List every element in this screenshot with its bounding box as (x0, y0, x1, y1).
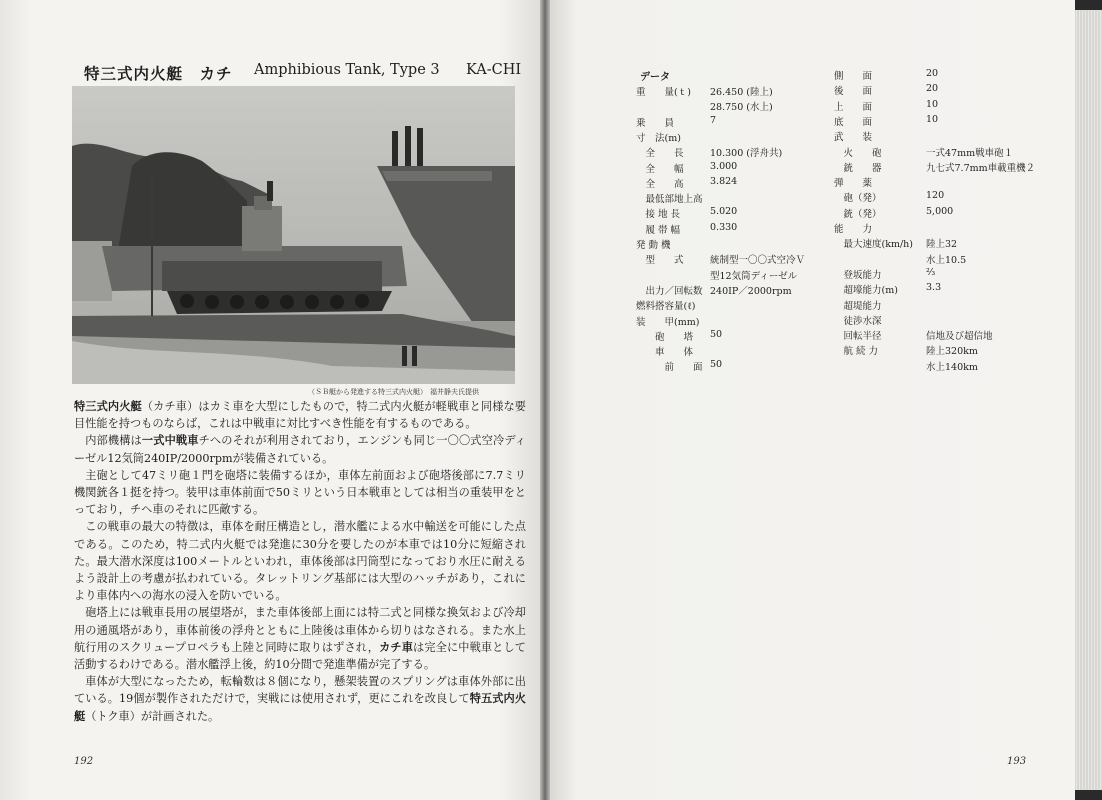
spec-label: 装 甲(mm) (636, 316, 700, 328)
spec-label: 登坂能力 (834, 269, 882, 281)
paragraph-text: この戦車の最大の特徴は，車体を耐圧構造とし，潜水艦による水中輸送を可能にした点である。このため，特二式内火艇では発進に30分を要したのが本車では10分に短縮された。最大潜水深度は100メートルといわれ，車体後部は円筒型になっており水圧に耐えるよう設計上の考慮が払われている。タレットリング基部には大型のハッチがあり，これにより車体内への海水の浸入を防いでいる。 (74, 520, 526, 603)
spec-label: 発 動 機 (636, 240, 671, 251)
spec-value: 3.824 (710, 175, 738, 187)
spec-value: 統制型一〇〇式空冷Ｖ (710, 255, 806, 267)
spec-label: 回転半径 (834, 331, 882, 343)
bold-term: カチ車 (379, 639, 414, 654)
photo-caption: （ＳＢ艇から発進する特三式内火艇） (308, 388, 427, 396)
spec-value: 10 (926, 113, 939, 125)
spec-label: 超壕能力(m) (834, 285, 898, 297)
spec-value: 九七式7.7mm車載重機２ (926, 162, 1036, 174)
paragraph-text: （カチ車）はカミ車を大型にしたもので，特二式内火艇が軽戦車と同様な要目性能を持つものならば，これは中戦車に対比すべき性能を有するものである。 (74, 400, 526, 431)
spec-label: 側 面 (834, 71, 873, 82)
title-english: Amphibious Tank, Type 3 (254, 62, 440, 78)
spec-value: 50 (710, 359, 723, 371)
paragraph-text: 内部機構は (85, 434, 142, 448)
paragraph (74, 398, 526, 432)
spec-label: 銃（発） (834, 208, 882, 220)
page-number-left: 192 (74, 756, 94, 767)
paragraph (74, 467, 526, 519)
spec-value: 5.020 (710, 206, 738, 218)
title-code: KA-CHI (466, 62, 522, 78)
spec-label: 重 量(ｔ) (636, 87, 691, 98)
spec-label: 乗 員 (636, 117, 675, 129)
spec-value: 一式47mm戦車砲１ (926, 147, 1014, 159)
spec-label: 銃 器 (834, 162, 882, 174)
spec-label: 全 長 (636, 148, 684, 160)
spec-value: 型12気筒ディーゼル (710, 270, 798, 282)
tank-photo-image (72, 86, 515, 384)
paragraph-text: 砲塔上には戦車長用の展望塔が，また車体後部上面には特二式と同様な換気および冷却用の通風塔があり，車体前後の浮舟とともに上陸後は車体から切りはなされる。また水上航行用のスクリュープロペラも上陸と同時に取りはずされ， (74, 606, 526, 654)
spec-value: 信地及び超信地 (926, 331, 993, 343)
spec-value: 3.000 (710, 160, 738, 172)
spec-label: 航 続 力 (834, 346, 879, 358)
article-title (84, 62, 524, 86)
spec-label: 全 高 (636, 178, 684, 190)
paragraph (74, 673, 526, 725)
spec-value: 240IP／2000rpm (710, 285, 792, 297)
photo-credit: 福井静夫氏提供 (430, 388, 479, 396)
article-body (74, 398, 526, 725)
spec-value: 3.3 (926, 282, 942, 294)
spec-value: 水上10.5 (926, 254, 967, 266)
spec-label: 砲 塔 (636, 331, 694, 343)
spec-value: 26.450 (陸上) (710, 87, 773, 98)
spec-label: 上 面 (834, 101, 873, 113)
spec-label: 最大速度(km/h) (834, 239, 913, 251)
spec-label: 武 装 (834, 132, 873, 144)
spec-value: 20 (926, 68, 939, 79)
spec-label: 徒渉水深 (834, 315, 882, 327)
spec-label: 寸 法(m) (636, 132, 681, 144)
paragraph-text: 主砲として47ミリ砲１門を砲塔に装備するほか，車体左前面および砲塔後部に7.7ミリ機関銃各１挺を持つ。装甲は車体前面で50ミリという日本戦車としては相当の重装甲をとっており，チヘ車のそれに匹敵する。 (74, 468, 526, 517)
spec-value: ⅔ (926, 266, 936, 278)
spec-label: 出力／回転数 (636, 285, 703, 297)
spec-label: 履 帯 幅 (636, 224, 681, 236)
spec-label: 火 砲 (834, 147, 882, 159)
spec-label: 車 体 (636, 347, 694, 359)
spec-label: 弾 薬 (834, 178, 873, 190)
spec-label: 最低部地上高 (636, 194, 703, 206)
paragraph (74, 432, 526, 466)
paragraph-text: は完全に中戦車として活動するわけである。潜水艦浮上後，約10分間で発進準備が完了する。 (74, 640, 526, 672)
bold-term: 特三式内火艇 (74, 399, 142, 413)
spec-label: 砲（発） (834, 193, 882, 205)
spec-label: 能 力 (834, 224, 873, 235)
tank-photo (72, 86, 515, 384)
spec-column-1 (636, 84, 836, 374)
spec-value: 7 (710, 114, 717, 126)
spec-value: 陸上320km (926, 346, 978, 358)
spec-value: 10 (926, 98, 939, 110)
spec-value: 20 (926, 83, 939, 95)
paragraph (74, 518, 526, 604)
page-number-right: 193 (1007, 756, 1027, 767)
spec-value: 水上140km (926, 361, 978, 373)
page-edges (1075, 10, 1102, 790)
book-gutter (540, 0, 550, 800)
spec-label: 接 地 長 (636, 209, 681, 221)
spec-value: 50 (710, 328, 723, 340)
spec-value: 10.300 (浮舟共) (710, 148, 783, 160)
paragraph-text: （トク車）が計画された。 (85, 709, 220, 723)
paragraph-text: 車体が大型になったため，転輪数は８個になり，懸架装置のスプリングは車体外部に出ている。19個が製作されただけで，実戦には使用されず，更にこれを改良して (74, 675, 526, 706)
spec-value: 5,000 (926, 205, 954, 217)
spec-label: 燃料搭容量(ℓ) (636, 301, 696, 313)
spec-label: 全 幅 (636, 163, 684, 175)
paragraph (74, 604, 526, 673)
spec-label: 前 面 (636, 362, 703, 374)
spec-label: 超堤能力 (834, 300, 882, 312)
spec-label: 後 面 (834, 86, 873, 98)
spec-label: 底 面 (834, 116, 873, 128)
paragraph-text: チへのそれが利用されており，エンジンも同じ一〇〇式空冷ディーゼル12気筒240IP/2000rpmが装備されている。 (74, 434, 526, 465)
spec-label: 型 式 (636, 255, 684, 267)
bold-term: 一式中戦車 (141, 433, 199, 448)
title-japanese: 特三式内火艇 カチ (84, 64, 233, 83)
spec-value: 陸上32 (926, 239, 958, 251)
bold-term: 特五式内火艇 (74, 691, 526, 723)
spec-value: 120 (926, 190, 945, 202)
spec-value: 0.330 (710, 221, 738, 233)
spec-column-2 (834, 68, 1034, 378)
spec-value: 28.750 (水上) (710, 102, 773, 114)
data-heading: データ (640, 72, 670, 83)
